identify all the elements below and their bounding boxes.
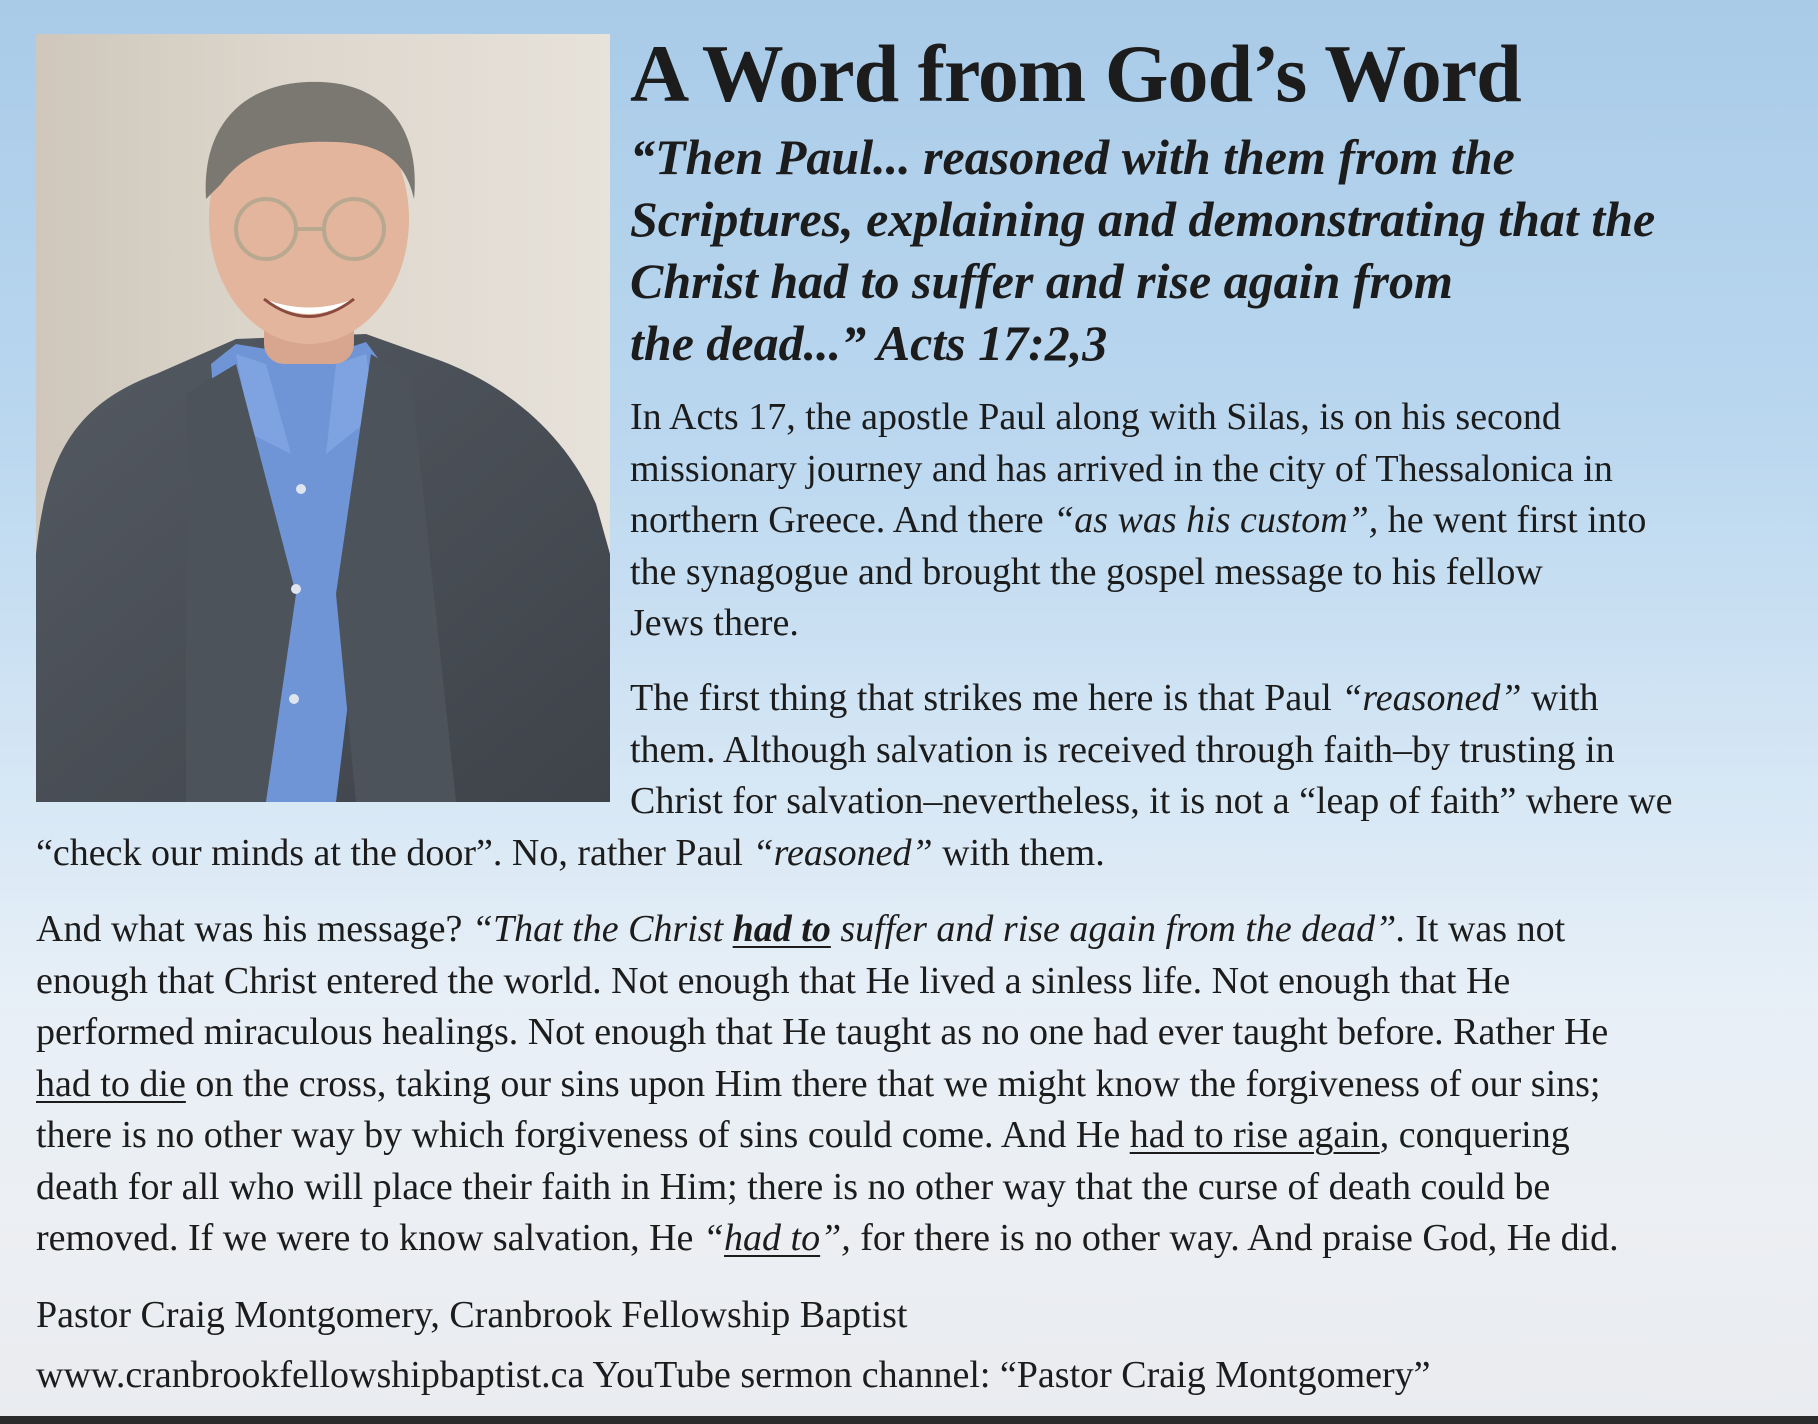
text-line: them. Although salvation is received through faith–by trusting in bbox=[630, 728, 1615, 771]
text-line: the synagogue and brought the gospel message to his fellow bbox=[630, 550, 1543, 593]
text-run: he went first into bbox=[1378, 499, 1647, 541]
text-line: enough that Christ entered the world. Not enough that He lived a sinless life. Not enough that He bbox=[36, 959, 1511, 1002]
text-line bbox=[36, 904, 1619, 956]
emphasis-underlined: had to rise again bbox=[1129, 1114, 1380, 1156]
text-line bbox=[36, 1059, 1619, 1111]
pastor-portrait-illustration bbox=[36, 34, 610, 802]
text-run: “ bbox=[702, 1217, 725, 1259]
quoted-phrase: “reasoned” bbox=[752, 831, 933, 874]
pastor-photo bbox=[36, 34, 610, 802]
text-line: Christ for salvation–nevertheless, it is not a “leap of faith” where we bbox=[630, 780, 1673, 822]
verse-line: Scriptures, explaining and demonstrating that the bbox=[630, 191, 1656, 247]
text-line bbox=[36, 828, 1673, 880]
text-run: suffer and rise again from the dead”. bbox=[830, 908, 1406, 950]
text-line bbox=[630, 673, 1673, 725]
emphasis-underlined: had to die bbox=[36, 1062, 186, 1105]
text-line bbox=[36, 1213, 1619, 1265]
text-line: Jews there. bbox=[630, 602, 799, 644]
verse-line: “Then Paul... reasoned with them from the bbox=[630, 129, 1515, 185]
text-run: The first thing that strikes me here is that Paul bbox=[630, 677, 1342, 719]
text-line: performed miraculous healings. Not enough that He taught as no one had ever taught before. Rather He bbox=[36, 1011, 1609, 1053]
text-line bbox=[36, 1110, 1619, 1162]
text-run: on the cross, taking our sins upon Him there that we might know the forgiveness of our sins; bbox=[185, 1062, 1601, 1105]
text-run: with them. bbox=[932, 831, 1105, 874]
text-line bbox=[630, 495, 1646, 547]
text-run: It was not bbox=[1405, 908, 1566, 950]
text-run: with bbox=[1521, 677, 1599, 719]
text-line: death for all who will place their faith in Him; there is no other way that the curse of death could be bbox=[36, 1165, 1551, 1208]
paragraph-1 bbox=[630, 392, 1646, 650]
author-signature: Pastor Craig Montgomery, Cranbrook Fellowship Baptist bbox=[36, 1294, 908, 1336]
text-run: there is no other way by which forgiveness of sins could come. And He bbox=[36, 1114, 1130, 1156]
text-run: , conquering bbox=[1379, 1114, 1570, 1156]
emphasis-underlined: had to bbox=[732, 908, 831, 950]
text-line: In Acts 17, the apostle Paul along with Silas, is on his second bbox=[630, 396, 1561, 438]
text-run: “check our minds at the door”. No, rather Paul bbox=[36, 831, 753, 874]
quoted-phrase bbox=[703, 1217, 851, 1259]
verse-line: Christ had to suffer and rise again from bbox=[630, 253, 1453, 309]
paragraph-3 bbox=[36, 904, 1619, 1265]
quoted-phrase: “as was his custom”, bbox=[1053, 499, 1379, 541]
verse-line: the dead...” Acts 17:2,3 bbox=[630, 315, 1108, 371]
text-run: removed. If we were to know salvation, He bbox=[36, 1217, 703, 1259]
emphasis-underlined: had to bbox=[724, 1217, 821, 1259]
scripture-quote bbox=[630, 126, 1800, 374]
page-title: A Word from God’s Word bbox=[630, 28, 1521, 119]
text-run: And what was his message? bbox=[36, 908, 472, 950]
text-run: northern Greece. And there bbox=[630, 499, 1054, 541]
text-run: ”, bbox=[820, 1217, 851, 1259]
quoted-phrase bbox=[472, 908, 1406, 950]
text-run: for there is no other way. And praise God, He did. bbox=[850, 1217, 1619, 1259]
text-line: missionary journey and has arrived in the city of Thessalonica in bbox=[630, 447, 1613, 490]
paragraph-2 bbox=[36, 673, 1673, 879]
bottom-border bbox=[0, 1416, 1818, 1424]
quoted-phrase: “reasoned” bbox=[1341, 677, 1522, 719]
text-run: “That the Christ bbox=[471, 908, 733, 950]
website-and-channel: www.cranbrookfellowshipbaptist.ca YouTube sermon channel: “Pastor Craig Montgomery” bbox=[36, 1354, 1431, 1396]
